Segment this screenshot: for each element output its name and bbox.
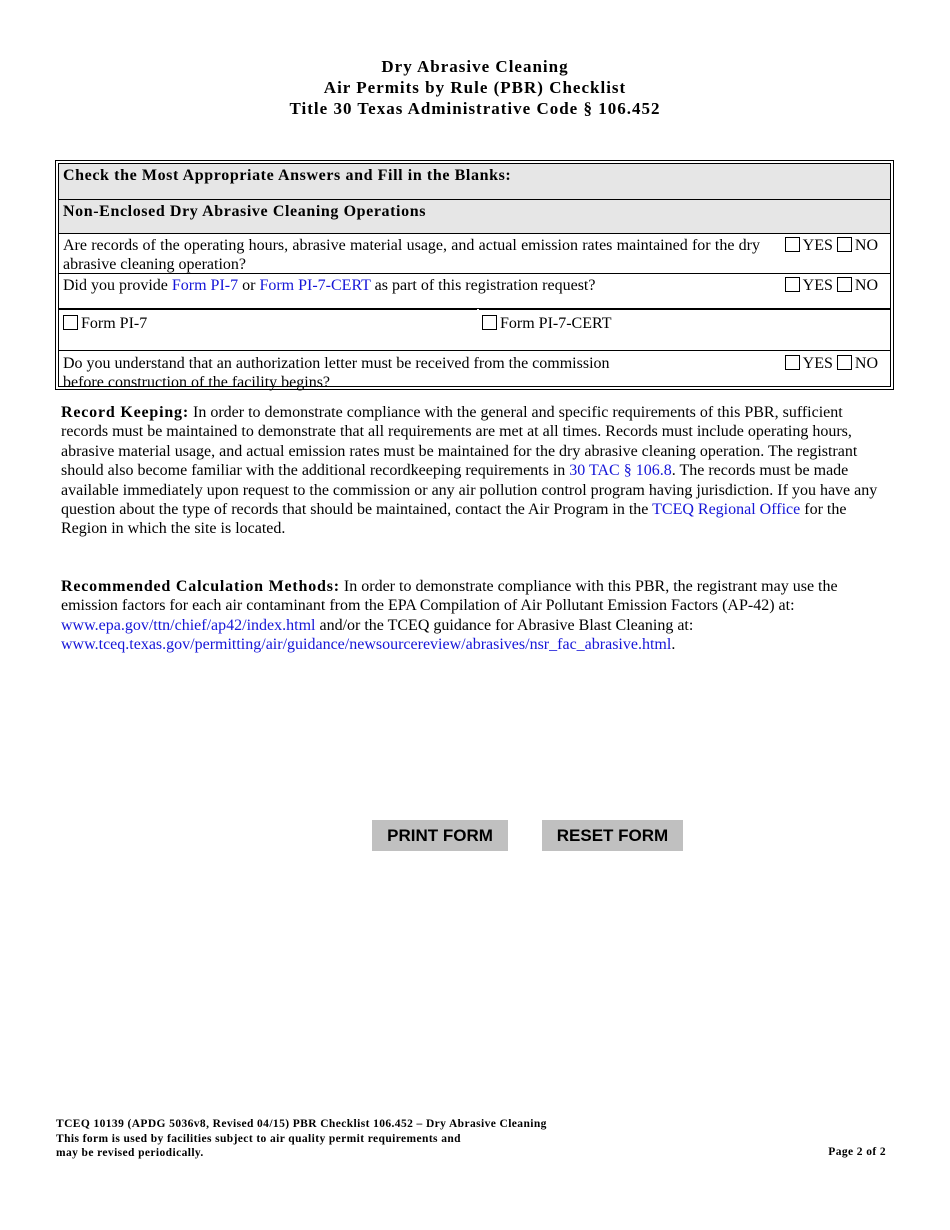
forms-no-checkbox[interactable] xyxy=(837,277,852,292)
form-options-row xyxy=(59,309,890,351)
calculation-text-1: In order to demonstrate compliance with this PBR, the registrant may use the emission factors for each air contaminant from the EPA Compilation of Air Pollutant Emission Factors (AP-42) at: xyxy=(61,578,838,615)
question-forms-prefix: Did you provide xyxy=(63,277,172,294)
footer-form-info xyxy=(56,1117,547,1161)
option-divider-right xyxy=(479,309,890,310)
forms-yes-no xyxy=(785,276,878,295)
option-bottom-divider xyxy=(59,350,890,351)
forms-yes-checkbox[interactable] xyxy=(785,277,800,292)
option-form-pi7-cert xyxy=(482,314,611,333)
record-keeping-text-3: for the Region in which the site is located. xyxy=(61,501,847,538)
record-keeping-text-2: . The records must be made available immediately upon request to the commission or any air pollution control program having jurisdiction. If you have any question about the type of records that should be maintained, contact the Air Program in the xyxy=(61,462,878,519)
records-yes-no xyxy=(785,236,878,255)
form-pi7-cert-link[interactable]: Form PI-7-CERT xyxy=(259,277,371,294)
question-forms-mid: or xyxy=(238,277,260,294)
reset-form-button[interactable]: RESET FORM xyxy=(542,820,683,851)
authorization-no-checkbox[interactable] xyxy=(837,355,852,370)
question-authorization-line-1: Do you understand that an authorization letter must be received from the commission xyxy=(63,355,610,372)
question-row-records xyxy=(59,234,890,274)
footer-line-3: may be revised periodically. xyxy=(56,1147,204,1159)
record-keeping-text-1: In order to demonstrate compliance with the general and specific requirements of this PBR, sufficient records must be maintained to demonstrate that all requirements are met at all times. Records must include operating hours, abrasive material usage, and actual emission rates must be maintained for the dry abrasive cleaning operation. The registrant should also become familiar with the additional recordkeeping requirements in xyxy=(61,404,858,480)
records-yes-checkbox[interactable] xyxy=(785,237,800,252)
forms-no-label: NO xyxy=(854,277,878,294)
forms-yes-label: YES xyxy=(802,277,833,294)
records-no-checkbox[interactable] xyxy=(837,237,852,252)
title-line-2: Air Permits by Rule (PBR) Checklist xyxy=(323,78,627,97)
form-pi7-link[interactable]: Form PI-7 xyxy=(171,277,239,294)
question-row-authorization xyxy=(59,352,890,390)
footer-line-2: This form is used by facilities subject to air quality permit requirements and xyxy=(56,1132,461,1145)
calculation-text-2: and/or the TCEQ guidance for Abrasive Blast Cleaning at: xyxy=(315,616,694,634)
print-form-button[interactable]: PRINT FORM xyxy=(372,820,508,851)
tceq-regional-office-link[interactable]: TCEQ Regional Office xyxy=(652,501,801,519)
option-divider-left xyxy=(59,309,477,310)
calculation-text-3: . xyxy=(671,636,676,654)
page-number: Page 2 of 2 xyxy=(828,1146,886,1158)
option-form-pi7 xyxy=(63,314,147,333)
question-authorization-text xyxy=(63,354,610,392)
table-header-instructions: Check the Most Appropriate Answers and Fill in the Blanks: xyxy=(63,167,512,184)
question-row-forms xyxy=(59,274,890,309)
records-no-label: NO xyxy=(854,237,878,254)
record-keeping-heading: Record Keeping: xyxy=(61,404,189,421)
document-title xyxy=(0,56,950,119)
question-authorization-line-2: before construction of the facility begins? xyxy=(63,374,331,391)
authorization-yes-no xyxy=(785,354,878,373)
question-forms-text xyxy=(63,276,595,295)
authorization-yes-checkbox[interactable] xyxy=(785,355,800,370)
form-pi7-cert-checkbox[interactable] xyxy=(482,315,497,330)
authorization-no-label: NO xyxy=(854,355,878,372)
records-yes-label: YES xyxy=(802,237,833,254)
tac-106-8-link[interactable]: 30 TAC § 106.8 xyxy=(569,462,672,480)
form-pi7-checkbox[interactable] xyxy=(63,315,78,330)
tceq-abrasive-guidance-link[interactable]: www.tceq.texas.gov/permitting/air/guidance/newsourcereview/abrasives/nsr_fac_abrasive.html xyxy=(61,636,672,654)
option-form-pi7-label: Form PI-7 xyxy=(81,315,148,332)
checklist-table xyxy=(55,160,894,390)
table-header-row xyxy=(59,164,890,200)
footer-line-1: TCEQ 10139 (APDG 5036v8, Revised 04/15) PBR Checklist 106.452 – Dry Abrasive Cleaning xyxy=(56,1118,547,1130)
calculation-methods-paragraph xyxy=(61,577,889,655)
authorization-yes-label: YES xyxy=(802,355,833,372)
section-header-row xyxy=(59,200,890,234)
calculation-methods-heading: Recommended Calculation Methods: xyxy=(61,578,340,595)
title-line-3: Title 30 Texas Administrative Code § 106.452 xyxy=(289,99,661,118)
record-keeping-paragraph xyxy=(61,403,889,539)
question-forms-suffix: as part of this registration request? xyxy=(370,277,596,294)
epa-ap42-link[interactable]: www.epa.gov/ttn/chief/ap42/index.html xyxy=(61,616,316,634)
question-records-text: Are records of the operating hours, abrasive material usage, and actual emission rates maintained for the dry abrasive cleaning operation? xyxy=(63,237,760,273)
option-form-pi7-cert-label: Form PI-7-CERT xyxy=(500,315,612,332)
title-line-1: Dry Abrasive Cleaning xyxy=(381,57,569,76)
section-header-non-enclosed: Non-Enclosed Dry Abrasive Cleaning Operations xyxy=(63,203,427,220)
